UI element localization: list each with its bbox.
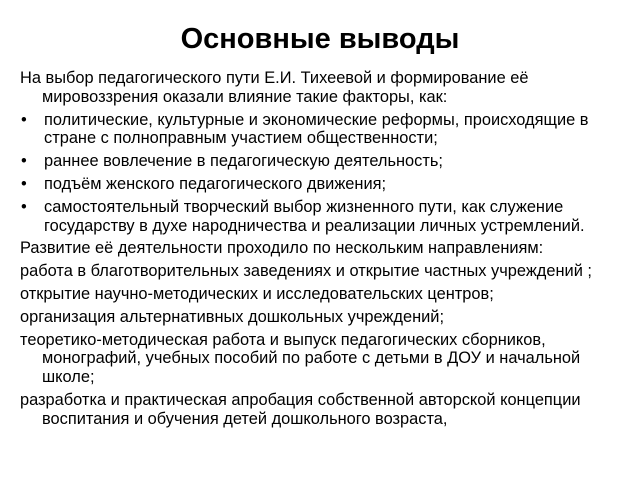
direction-item: работа в благотворительных заведениях и открытие частных учреждений ; (20, 262, 592, 281)
direction-item: разработка и практическая апробация собственной авторской концепции воспитания и обучения детей дошкольного возраста, (20, 390, 581, 428)
direction-item: организация альтернативных дошкольных учреждений; (20, 307, 444, 326)
bullet-icon: • (21, 197, 27, 216)
direction-item: открытие научно-методических и исследовательских центров; (20, 284, 494, 303)
factor-item (20, 152, 630, 171)
factor-item (20, 111, 630, 149)
bullet-icon: • (21, 152, 27, 171)
directions-intro: Развитие её деятельности проходило по нескольким направлениям: (20, 239, 544, 258)
bullet-icon: • (21, 110, 27, 129)
factor-text: раннее вовлечение в педагогическую деятельность; (44, 152, 443, 171)
direction-item: теоретико-методическая работа и выпуск педагогических сборников, монографий, учебных пособий по работе с детьми в ДОУ и начальной школе; (20, 330, 581, 387)
factor-text: подъём женского педагогического движения; (44, 174, 387, 193)
factor-item (20, 198, 630, 236)
factor-text: самостоятельный творческий выбор жизненного пути, как служение государству в духе народничества и реализации личных устремлений. (44, 197, 585, 235)
factors-list (20, 111, 630, 236)
factor-item (20, 175, 630, 194)
slide-title: Основные выводы (180, 23, 460, 55)
intro-paragraph: На выбор педагогического пути Е.И. Тихеевой и формирование её мировоззрения оказали влияние такие факторы, как: (20, 69, 529, 106)
factor-text: политические, культурные и экономические реформы, происходящие в стране с полноправным участием общественности; (44, 110, 589, 148)
slide-body (20, 69, 630, 433)
bullet-icon: • (21, 174, 27, 193)
